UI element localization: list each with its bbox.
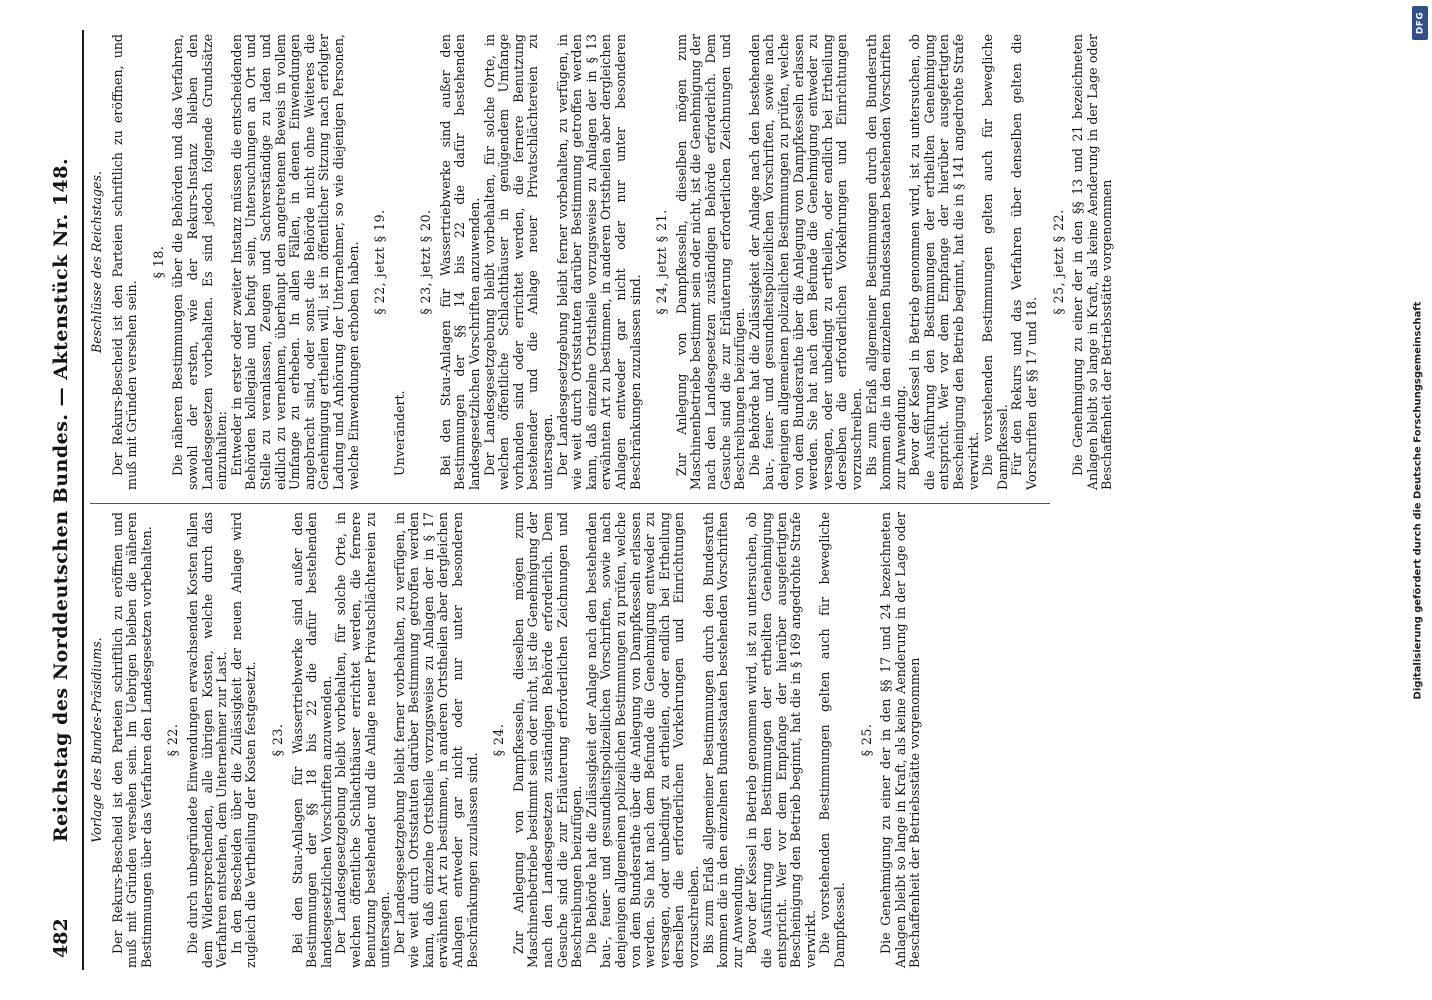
- left-column-heading: Vorlage des Bundes-Präsidiums.: [89, 637, 104, 843]
- paragraph: Bei den Stau-Anlagen für Wassertriebwerke sind außer den Bestimmungen der §§ 14 bis 22 die dafür bestehenden landesgesetzlichen Vorschriften anzuwenden.: [437, 34, 483, 490]
- paragraph: Entweder in erster oder zweiter Instanz müssen die entscheidenden Behörden kollegiale und befugt sein, Untersuchungen an Ort und Stelle zu veranlassen, Zeugen und Sachverständige zu laden und eidlich zu vernehmen, überhaupt den angetretenen Beweis in vollem Umfange zu erheben. In allen Fällen, in denen Einwendungen angebracht sind, oder sonst die Behörde nicht ohne Weiteres die Genehmigung ertheilen will, ist in öffentlicher Sitzung nach erfolgter Ladung und Anhörung der Unternehmer, so wie diejenigen Personen, welche Einwendungen erhoben haben.: [228, 34, 361, 490]
- column-divider: [90, 503, 1050, 504]
- paragraph: Der Landesgesetzgebung bleibt ferner vorbehalten, zu verfügen, in wie weit durch Ortsstatuten darüber Bestimmung getroffen werden kann, daß einzelne Ortstheile vorzugsweise zu Anlagen der in § 13 erwähnten Art zu bestimmen, in anderen Ortstheilen aber dergleichen Anlagen entweder gar nicht oder nur unter besonderen Beschränkungen zuzulassen sind.: [554, 34, 643, 490]
- section-heading: § 25, jetzt § 22.: [1050, 209, 1066, 315]
- section-heading: § 25.: [858, 723, 874, 757]
- dfg-logo: [1412, 6, 1428, 40]
- section-heading: § 23.: [269, 723, 285, 757]
- paragraph: Der Rekurs-Bescheid ist den Parteien schriftlich zu eröffnen, und muß mit Gründen versehen sein.: [109, 34, 140, 490]
- digitization-note: [1404, 0, 1432, 1000]
- section-heading: § 24, jetzt § 21.: [654, 209, 670, 315]
- paragraph: Die Genehmigung zu einer der in den §§ 13 und 21 bezeichneten Anlagen bleibt so lange in Kraft, als keine Aenderung in der Lage oder Beschaffenheit der Betriebsstätte vorgenommen: [1070, 34, 1115, 490]
- right-column-body: [111, 34, 1115, 490]
- paragraph: In den Bescheiden über die Zulässigkeit der neuen Anlage wird zugleich die Vertheilung der Kosten festgesetzt.: [228, 512, 259, 968]
- paragraph: Bevor der Kessel in Betrieb genommen wird, ist zu untersuchen, ob die Ausführung den Bestimmungen der ertheilten Genehmigung entspricht. Wer vor dem Empfange der hierüber ausgefertigten Bescheinigung den Betrieb beginnt, hat die in § 141 angedrohte Strafe verwirkt.: [907, 34, 981, 490]
- section-heading: § 18.: [150, 245, 166, 279]
- paragraph: Für den Rekurs und das Verfahren über denselben gelten die Vorschriften der §§ 17 und 18.: [1009, 34, 1040, 490]
- page-header: [44, 30, 82, 970]
- paragraph: Die näheren Bestimmungen über die Behörden und das Verfahren, sowohl der ersten, wie der Rekurs-Instanz bleiben den Landesgesetzen vorbehalten. Es sind jedoch folgende Grundsätze einzuhalten:: [170, 34, 230, 490]
- paragraph: Die Genehmigung zu einer der in den §§ 17 und 24 bezeichneten Anlagen bleibt so lange in Kraft, als keine Aenderung in der Lage oder Beschaffenheit der Betriebsstätte vorgenommen: [878, 512, 923, 968]
- paragraph: Zur Anlegung von Dampfkesseln, dieselben mögen zum Maschinenbetriebe bestimmt sein oder nicht, ist die Genehmigung der nach den Landesgesetzen zuständigen Behörde erforderlich. Dem Gesuche sind die zur Erläuterung erforderlichen Zeichnungen und Beschreibungen beizufügen.: [510, 512, 585, 968]
- dfg-logo-text: DFG: [1415, 11, 1426, 35]
- right-column-heading: Beschlüsse des Reichstages.: [89, 171, 104, 353]
- section-heading: § 23, jetzt § 20.: [418, 209, 434, 315]
- paragraph: Die vorstehenden Bestimmungen gelten auch für bewegliche Dampfkessel.: [817, 512, 847, 968]
- paragraph: Bis zum Erlaß allgemeiner Bestimmungen durch den Bundesrath kommen die in den einzelnen Bundesstaaten bestehenden Vorschriften zur Anwendung.: [863, 34, 908, 490]
- paragraph: Der Landesgesetzgebung bleibt ferner vorbehalten, zu verfügen, in wie weit durch Ortsstatuten darüber Bestimmung getroffen werden kann, daß einzelne Ortstheile vorzugsweise zu Anlagen der in § 17 erwähnten Art zu bestimmen, in anderen Ortstheilen aber dergleichen Anlagen entweder gar nicht oder nur unter besonderen Beschränkungen zuzulassen sind.: [391, 512, 480, 968]
- paragraph: Der Landesgesetzgebung bleibt vorbehalten, für solche Orte, in welchen öffentliche Schlachthäuser in genügendem Umfange vorhanden sind oder errichtet werden, die fernere Benutzung bestehender und die Anlage neuer Privatschlächtereien zu untersagen.: [481, 34, 556, 490]
- left-column-body: [111, 512, 923, 968]
- page-title: Reichstag des Norddeutschen Bundes. — Aktenstück Nr. 148.: [50, 157, 72, 843]
- digitization-note-text: Digitalisierung gefördert durch die Deutsche Forschungsgemeinschaft: [1412, 301, 1424, 699]
- paragraph: Die durch unbegründete Einwendungen erwachsenden Kosten fallen dem Widersprechenden, alle übrigen Kosten, welche durch das Verfahren entstehen, dem Unternehmer zur Last.: [184, 512, 230, 968]
- paragraph: Der Rekurs-Bescheid ist den Parteien schriftlich zu eröffnen und muß mit Gründen versehen sein. Im Uebrigen bleiben die näheren Bestimmungen über das Verfahren den Landesgesetzen vorbehalten.: [109, 512, 154, 968]
- paragraph: Bei den Stau-Anlagen für Wassertriebwerke sind außer den Bestimmungen der §§ 18 bis 22 die dafür bestehenden landesgesetzlichen Vorschriften anzuwenden.: [289, 512, 334, 968]
- section-heading: § 22, jetzt § 19.: [372, 209, 388, 315]
- paragraph: Der Landesgesetzgebung bleibt vorbehalten, für solche Orte, in welchen öffentliche Schlachthäuser errichtet werden, die fernere Benutzung bestehender und die Anlage neuer Privatschlächtereien zu untersagen.: [333, 512, 393, 968]
- section-heading: § 24.: [491, 723, 507, 757]
- left-column: [88, 512, 923, 968]
- right-column: [88, 34, 1115, 490]
- paragraph: Zur Anlegung von Dampfkesseln, dieselben mögen zum Maschinenbetriebe bestimmt sein oder nicht, ist die Genehmigung der nach den Landesgesetzen zuständigen Behörde erforderlich. Dem Gesuche sind die zur Erläuterung erforderlichen Zeichnungen und Beschreibungen beizufügen.: [673, 34, 748, 490]
- paragraph: Die Behörde hat die Zulässigkeit der Anlage nach den bestehenden bau-, feuer- und gesundheitspolizeilichen Vorschriften, sowie nach denjenigen allgemeinen polizeilichen Bestimmungen zu prüfen, welche von dem Bundesrathe über die Anlegung von Dampfkesseln erlassen werden. Sie hat nach dem Befunde die Genehmigung entweder zu versagen, oder unbedingt zu ertheilen, oder endlich bei Ertheilung derselben die erforderlichen Vorkehrungen und Einrichtungen vorzuschreiben.: [583, 512, 701, 968]
- paragraph: Die Behörde hat die Zulässigkeit der Anlage nach den bestehenden bau-, feuer- und gesundheitspolizeilichen Vorschriften, sowie nach denjenigen allgemeinen polizeilichen Bestimmungen zu prüfen, welche von dem Bundesrathe über die Anlegung von Dampfkesseln erlassen werden. Sie hat nach dem Befunde die Genehmigung entweder zu versagen, oder unbedingt zu ertheilen, oder endlich bei Ertheilung derselben die erforderlichen Vorkehrungen und Einrichtungen vorzuschreiben.: [746, 34, 864, 490]
- unchanged-note: Unverändert.: [391, 390, 407, 476]
- paragraph: Bis zum Erlaß allgemeiner Bestimmungen durch den Bundesrath kommen die in den einzelnen Bundesstaaten bestehenden Vorschriften zur Anwendung.: [700, 512, 745, 968]
- paragraph: Bevor der Kessel in Betrieb genommen wird, ist zu untersuchen, ob die Ausführung den Bestimmungen der ertheilten Genehmigung entspricht. Wer vor dem Empfange der hierüber ausgefertigten Bescheinigung den Betrieb beginnt, hat die in § 169 angedrohte Strafe verwirkt.: [744, 512, 818, 968]
- page-number: 482: [50, 918, 72, 958]
- header-rule: [82, 30, 84, 970]
- section-heading: § 22.: [165, 723, 181, 757]
- paragraph: Die vorstehenden Bestimmungen gelten auch für bewegliche Dampfkessel.: [980, 34, 1010, 490]
